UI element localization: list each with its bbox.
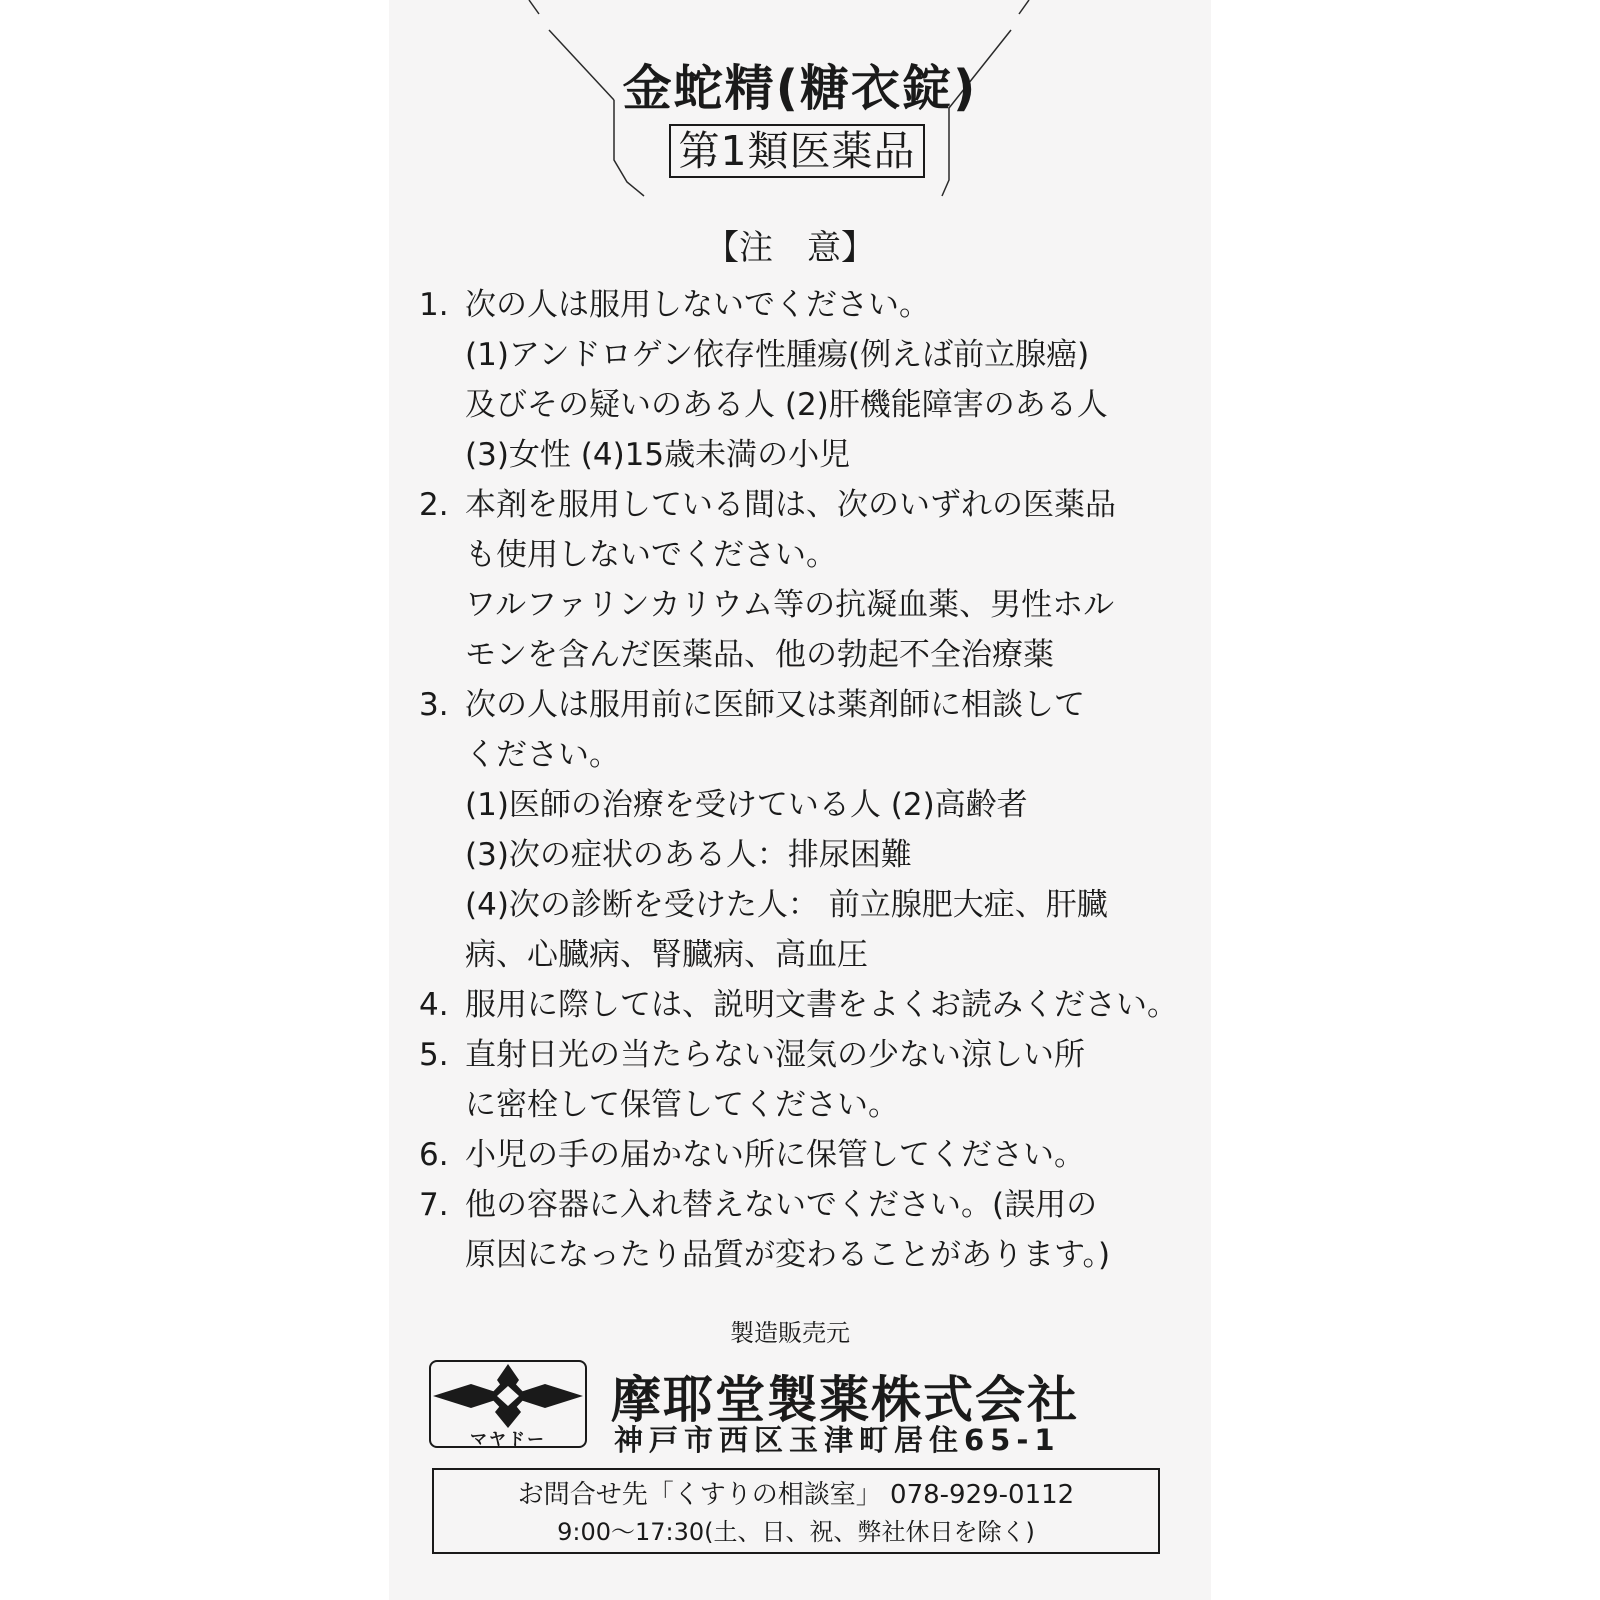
item-text: 小児の手の届かない所に保管してください。 [465,1137,1085,1173]
background-right [1211,0,1600,1600]
manufacturer-label: 製造販売元 [730,1319,850,1347]
item-text: 次の人は服用前に医師又は薬剤師に相談して [465,687,1085,723]
item-number: 1. [419,287,449,323]
item-text: 病、心臓病、腎臓病、高血圧 [465,937,868,973]
item-text: 次の人は服用しないでください。 [465,287,930,323]
item-text: (4)次の診断を受けた人： 前立腺肥大症、肝臓 [465,887,1108,923]
contact-phone: お問合せ先「くすりの相談室」 078-929-0112 [517,1480,1075,1510]
package-panel [389,0,1211,1600]
item-number: 5. [419,1037,449,1073]
item-number: 4. [419,987,449,1023]
item-text: 原因になったり品質が変わることがあります。) [465,1237,1111,1273]
item-text: ください。 [465,737,620,773]
contact-hours: 9:00〜17:30(土、日、祝、弊社休日を除く) [557,1518,1035,1546]
item-text: (1)アンドロゲン依存性腫瘍(例えば前立腺癌) [465,337,1090,373]
item-text: も使用しないでください。 [465,537,837,573]
logo-wordmark: マヤドー [470,1430,546,1448]
item-text: (1)医師の治療を受けている人 (2)高齢者 [465,787,1028,823]
item-text: 直射日光の当たらない湿気の少ない涼しい所 [465,1037,1085,1073]
company-name: 摩耶堂製薬株式会社 [611,1371,1079,1429]
item-text: モンを含んだ医薬品、他の勃起不全治療薬 [465,637,1054,673]
drug-category-badge: 第1類医薬品 [669,124,925,178]
product-title: 金蛇精(糖衣錠) [622,60,978,117]
company-logo [429,1360,587,1448]
item-text: 他の容器に入れ替えないでください。(誤用の [465,1187,1098,1223]
background-left [0,0,389,1600]
item-text: (3)女性 (4)15歳未満の小児 [465,437,851,473]
item-text: 及びその疑いのある人 (2)肝機能障害のある人 [465,387,1108,423]
item-number: 2. [419,487,449,523]
item-number: 3. [419,687,449,723]
item-text: (3)次の症状のある人：排尿困難 [465,837,912,873]
item-number: 6. [419,1137,449,1173]
contact-info-box [432,1468,1160,1554]
company-address: 神戸市西区玉津町居住65-1 [614,1423,1061,1457]
item-text: に密栓して保管してください。 [465,1087,899,1123]
item-text: ワルファリンカリウム等の抗凝血薬、男性ホル [465,587,1115,623]
item-number: 7. [419,1187,449,1223]
item-text: 本剤を服用している間は、次のいずれの医薬品 [465,487,1116,523]
item-text: 服用に際しては、説明文書をよくお読みください。 [465,987,1178,1023]
caution-heading: 【注 意】 [705,228,875,268]
